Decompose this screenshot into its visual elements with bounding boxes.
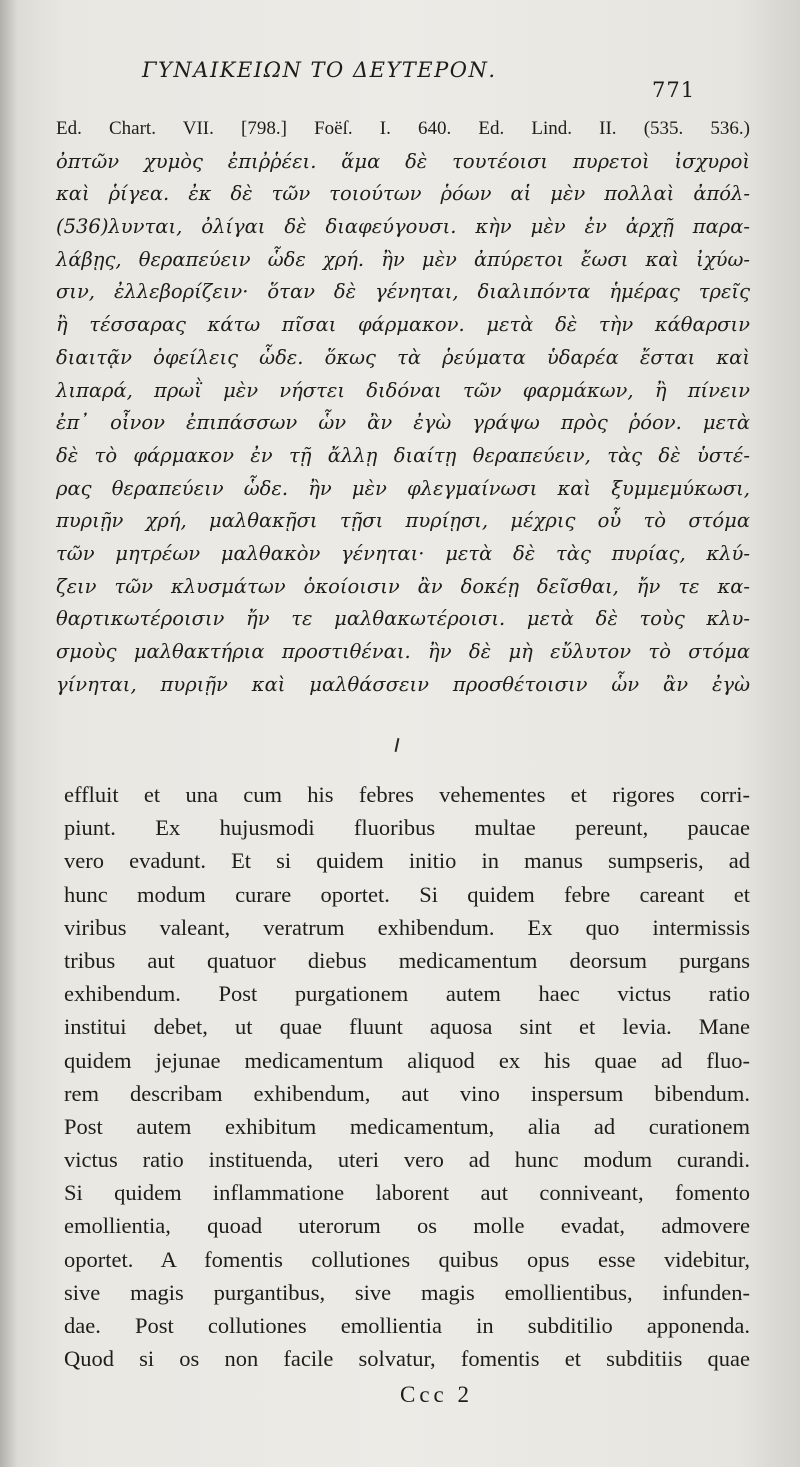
greek-text-block [56,113,750,701]
page-number: 771 [652,78,696,102]
greek-line: δὲ τὸ φάρμακον ἐν τῇ ἄλλῃ διαίτῃ θεραπεύειν, τὰς δὲ ὑστέ- [56,443,750,467]
greek-line: λιπαρά, πρωῒ μὲν νήστει διδόναι τῶν φαρμάκων, ἢ πίνειν [56,378,750,402]
greek-line: (536)λυνται, ὀλίγαι δὲ διαφεύγουσι. κὴν μὲν ἐν ἀρχῇ παρα- [56,215,750,239]
latin-text-block [64,778,750,1375]
edition-reference-line: Ed. Chart. VII. [798.] Foëſ. I. 640. Ed. Lind. II. (535. 536.) [56,118,750,139]
greek-line: ρας θεραπεύειν ὧδε. ἢν μὲν φλεγμαίνωσι καὶ ξυμμεμύκωσι, [56,476,750,500]
greek-line: διαιτᾷν ὀφείλεις ὧδε. ὅκως τὰ ῥεύματα ὑδαρέα ἔσται καὶ [56,345,750,369]
latin-line: emollientia, quoad uterorum os molle evadat, admovere [64,1213,750,1239]
greek-line: καὶ ῥίγεα. ἐκ δὲ τῶν τοιούτων ῥόων αἱ μὲν πολλαὶ ἀπόλ- [56,182,750,206]
latin-line: piunt. Ex hujusmodi fluoribus multae pereunt, paucae [64,815,750,841]
latin-line: hunc modum curare oportet. Si quidem febre careant et [64,881,750,907]
greek-line: ἐπ᾽ οἶνον ἐπιπάσσων ὧν ἂν ἐγὼ γράψω πρὸς ῥόον. μετὰ [56,411,750,435]
separator-mark [395,738,400,752]
greek-line: θαρτικωτέροισιν ἤν τε μαλθακωτέροισι. μετὰ δὲ τοὺς κλυ- [56,607,750,631]
latin-line: oportet. A fomentis collutiones quibus opus esse videbitur, [64,1246,750,1272]
greek-line: πυριῇν χρή, μαλθακῇσι τῇσι πυρίῃσι, μέχρις οὗ τὸ στόμα [56,509,750,533]
greek-line: ζειν τῶν κλυσμάτων ὁκοίοισιν ἂν δοκέῃ δεῖσθαι, ἤν τε κα- [56,574,750,598]
latin-line: vero evadunt. Et si quidem initio in manus sumpseris, ad [64,848,750,874]
latin-line: tribus aut quatuor diebus medicamentum deorsum purgans [64,947,750,973]
greek-line: ἢ τέσσαρας κάτω πῖσαι φάρμακον. μετὰ δὲ τὴν κάθαρσιν [56,313,750,337]
latin-line: Si quidem inflammatione laborent aut conniveant, fomento [64,1180,750,1206]
signature-mark: Ccc 2 [400,1382,474,1407]
greek-line: σιν, ἐλλεβορίζειν· ὅταν δὲ γένηται, διαλιπόντα ἡμέρας τρεῖς [56,280,750,304]
latin-line: Quod si os non facile solvatur, fomentis et subditiis quae [64,1346,750,1372]
latin-line: viribus valeant, veratrum exhibendum. Ex quo intermissis [64,914,750,940]
latin-line: effluit et una cum his febres vehementes et rigores corri- [64,782,750,807]
greek-line: ὀπτῶν χυμὸς ἐπιῤῥέει. ἅμα δὲ τουτέοισι πυρετοὶ ἰσχυροὶ [56,149,750,173]
greek-line: τῶν μητρέων μαλθακὸν γένηται· μετὰ δὲ τὰς πυρίας, κλύ- [56,541,750,565]
running-head: ΓΥΝΑΙΚΕΙΩΝ ΤΟ ΔΕΥΤΕΡΟΝ. [142,58,497,82]
greek-line: γίνηται, πυριῇν καὶ μαλθάσσειν προσθέτοισιν ὧν ἂν ἐγὼ [56,672,750,696]
latin-line: sive magis purgantibus, sive magis emollientibus, infunden- [64,1279,750,1305]
binding-shadow [0,0,18,1467]
latin-line: institui debet, ut quae fluunt aquosa sint et levia. Mane [64,1014,750,1040]
latin-line: rem describam exhibendum, aut vino inspersum bibendum. [64,1080,750,1106]
greek-line: σμοὺς μαλθακτήρια προστιθέναι. ἢν δὲ μὴ εὔλυτον τὸ στόμα [56,640,750,663]
latin-line: quidem jejunae medicamentum aliquod ex his quae ad fluo- [64,1047,750,1073]
latin-line: exhibendum. Post purgationem autem haec victus ratio [64,981,750,1007]
greek-line: λάβῃς, θεραπεύειν ὧδε χρή. ἢν μὲν ἀπύρετοι ἔωσι καὶ ἰχύω- [56,247,750,271]
latin-line: dae. Post collutiones emollientia in subditilio apponenda. [64,1313,750,1338]
latin-line: Post autem exhibitum medicamentum, alia ad curationem [64,1113,750,1139]
latin-line: victus ratio instituenda, uteri vero ad hunc modum curandi. [64,1147,750,1173]
